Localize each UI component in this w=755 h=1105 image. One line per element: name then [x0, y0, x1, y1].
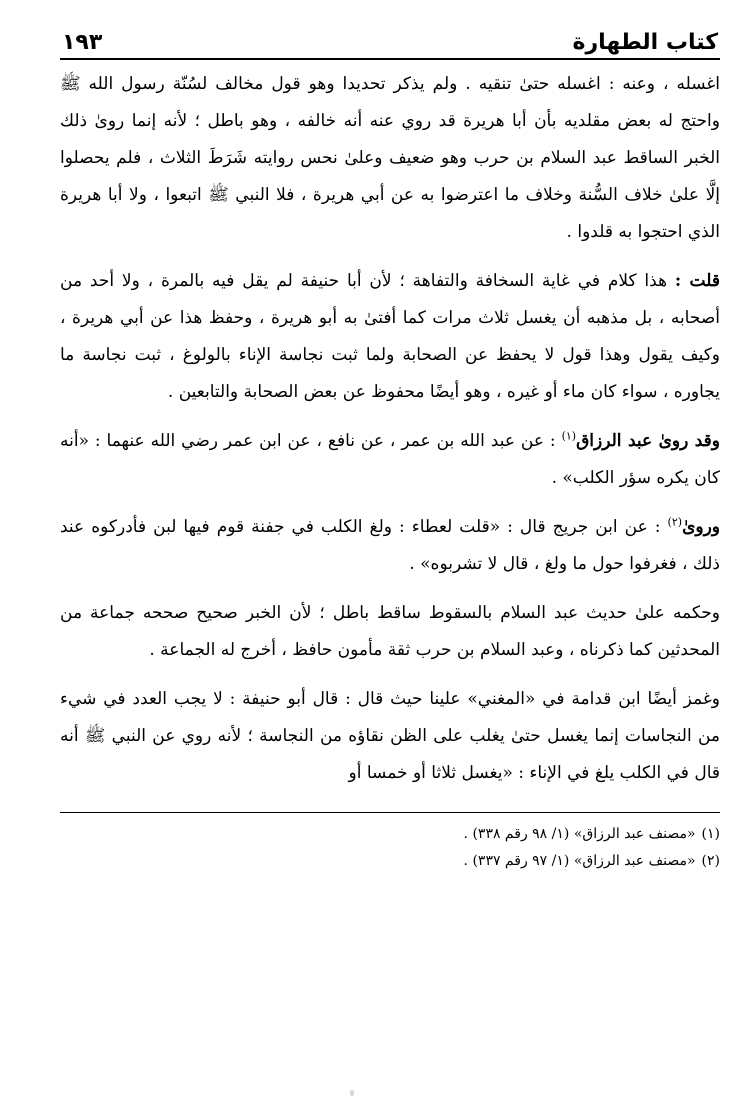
footnote	[60, 821, 720, 848]
paragraph-lead: وروىٰ	[682, 517, 720, 537]
footnote-number: (٢)	[701, 853, 720, 869]
scan-mark	[350, 1090, 354, 1096]
paragraph-text: : عن ابن جريج قال : «قلت لعطاء : ولغ الكلب في جفنة قوم فيها لبن فأدركوه عند ذلك ، فغرفوا حول ما ولغ ، قال لا تشربوه» .	[60, 517, 720, 574]
body-text	[60, 66, 720, 792]
paragraph-text: هذا كلام في غاية السخافة والتفاهة ؛ لأن أبا حنيفة لم يقل فيه بالمرة ، ولا أحد من أصحابه ، بل مذهبه أن يغسل ثلاث مرات كما أفتىٰ به أبو هريرة ، وحفظ هذا عن أبي هريرة ، وكيف يقول وهذا قول لا يحفظ عن الصحابة ولما ثبت نجاسة الإناء بالولوغ ، ثبت نجاسة ما يجاوره ، سواء كان ماء أو غيره ، وهو أيضًا محفوظ عن بعض الصحابة والتابعين .	[60, 271, 720, 402]
paragraph	[60, 595, 720, 669]
footnote-reference: (١)	[561, 429, 577, 443]
paragraph	[60, 509, 720, 583]
footnote-number: (١)	[701, 826, 720, 842]
page-number: ١٩٣	[62, 30, 103, 55]
paragraph	[60, 66, 720, 251]
footnote-separator	[60, 812, 720, 813]
paragraph-lead: وقد روىٰ عبد الرزاق	[576, 431, 720, 451]
paragraph	[60, 681, 720, 792]
paragraph	[60, 263, 720, 411]
footnote-reference: (٢)	[667, 515, 683, 529]
paragraph	[60, 423, 720, 497]
paragraph-text: : عن عبد الله بن عمر ، عن نافع ، عن ابن عمر رضي الله عنهما : «أنه كان يكره سؤر الكلب» .	[60, 431, 720, 488]
paragraph-lead: قلت :	[674, 271, 720, 291]
footnote-text: «مصنف عبد الرزاق» (١/ ٩٧ رقم ٣٣٧) .	[463, 853, 696, 869]
paragraph-text: وحكمه علىٰ حديث عبد السلام بالسقوط ساقط باطل ؛ لأن الخبر صحيح صححه جماعة من المحدثين كما ذكرناه ، وعبد السلام بن حرب ثقة مأمون حافظ ، أخرج له الجماعة .	[60, 603, 720, 660]
running-title: كتاب الطهارة	[572, 30, 718, 55]
book-page	[60, 18, 720, 875]
footnote	[60, 848, 720, 875]
page-header	[60, 18, 720, 60]
paragraph-text: وغمز أيضًا ابن قدامة في «المغني» علينا حيث قال : قال أبو حنيفة : لا يجب العدد في شيء من النجاسات إنما يغسل حتىٰ يغلب على الظن نقاؤه من النجاسة ؛ لأنه روي عن النبي ﷺ أنه قال في الكلب يلغ في الإناء : «يغسل ثلاثا أو خمسا أو	[60, 689, 720, 783]
footnotes	[60, 821, 720, 875]
paragraph-text: اغسله ، وعنه : اغسله حتىٰ تنقيه . ولم يذكر تحديدا وهو قول مخالف لسُنّة رسول الله ﷺ واحتج له بعض مقلديه بأن أبا هريرة قد روي عنه أنه خالفه ، وهو باطل ؛ لأنه إنما روىٰ ذلك الخبر الساقط عبد السلام بن حرب وهو ضعيف وعلىٰ نحس روايته شَرَطَ الثلاث ، فلم يحصلوا إلَّا علىٰ خلاف السُّنة وخلاف ما اعترضوا به عن أبي هريرة ، فلا النبي ﷺ اتبعوا ، ولا أبا هريرة الذي احتجوا به قلدوا .	[60, 74, 720, 242]
footnote-text: «مصنف عبد الرزاق» (١/ ٩٨ رقم ٣٣٨) .	[463, 826, 696, 842]
